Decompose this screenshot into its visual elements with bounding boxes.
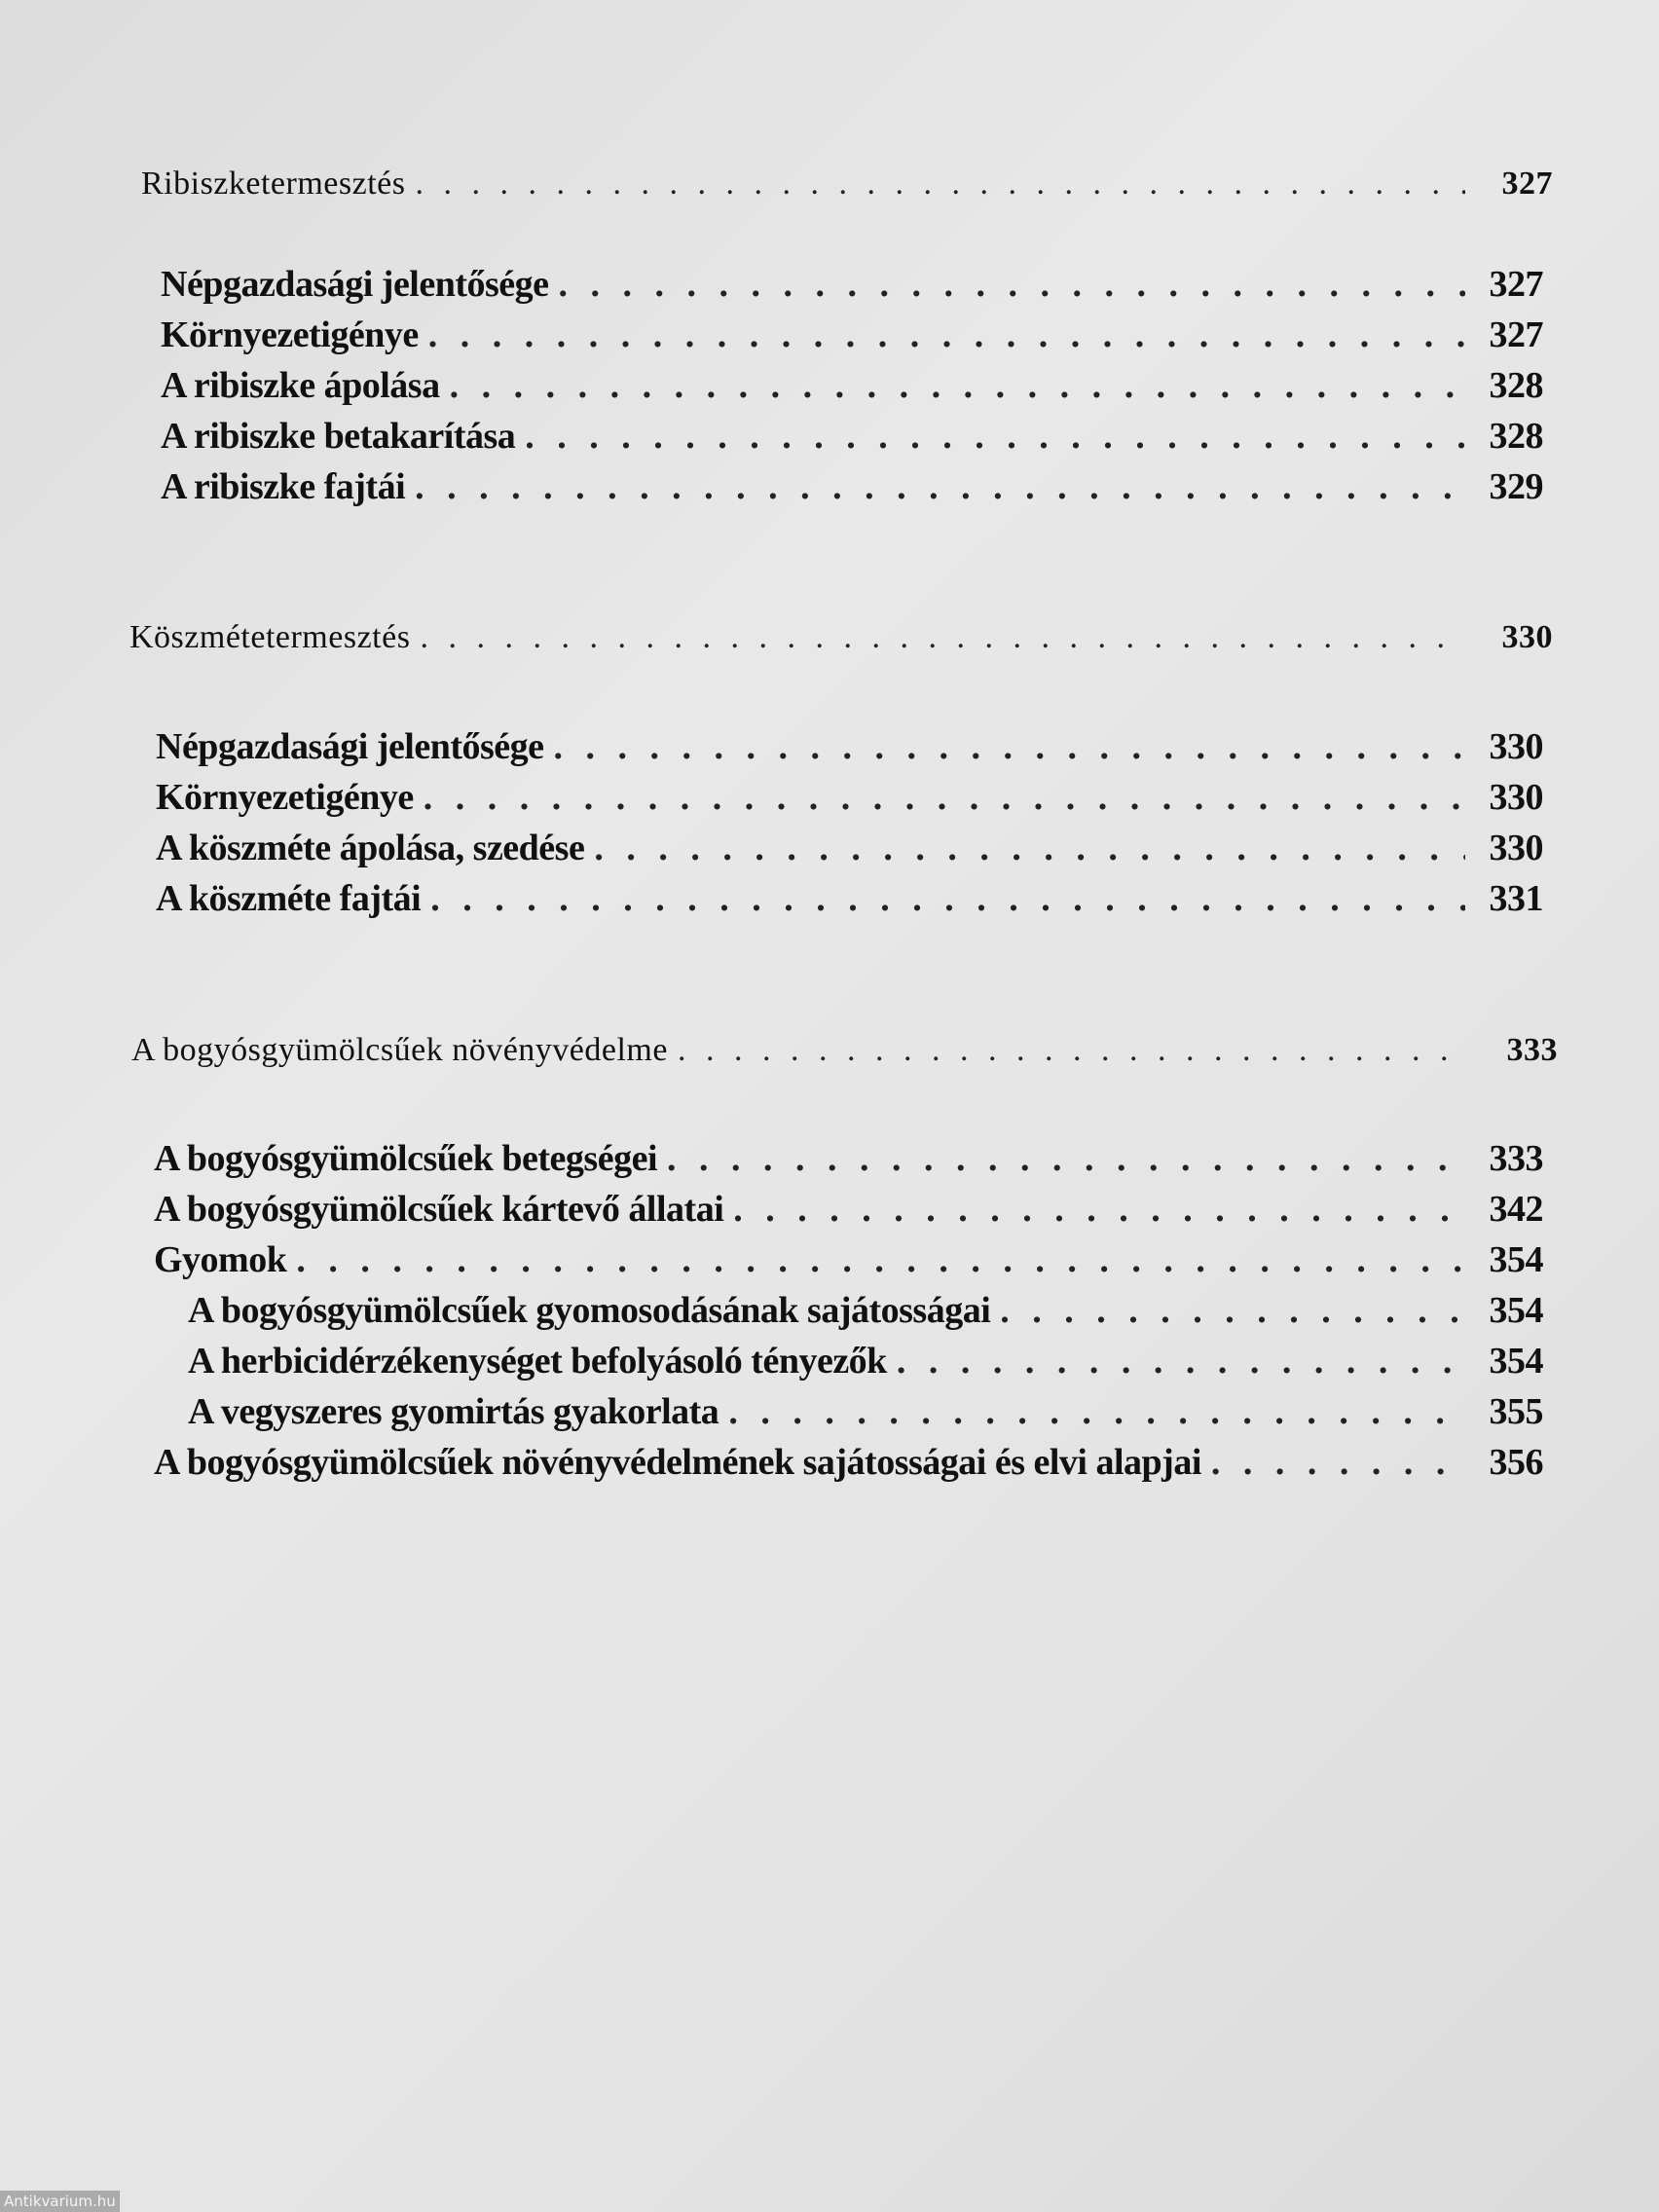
entry-title: A ribiszke ápolása bbox=[161, 365, 440, 406]
chapter-page-number: 327 bbox=[1501, 166, 1553, 202]
entry-title: Gyomok bbox=[154, 1239, 287, 1280]
dot-leader bbox=[554, 725, 1465, 768]
entry-page-number: 354 bbox=[1489, 1290, 1543, 1331]
dot-leader bbox=[428, 313, 1465, 356]
chapter-title: Köszmétetermesztés bbox=[129, 619, 411, 655]
toc-entry-row bbox=[154, 1137, 1543, 1180]
dot-leader bbox=[897, 1340, 1465, 1382]
dot-leader bbox=[559, 263, 1465, 306]
dot-leader bbox=[1211, 1441, 1465, 1484]
dot-leader bbox=[420, 619, 1465, 656]
entry-title: Népgazdasági jelentősége bbox=[161, 264, 549, 305]
dot-leader bbox=[430, 877, 1465, 920]
toc-chapter-row bbox=[141, 166, 1553, 203]
entry-page-number: 355 bbox=[1489, 1391, 1543, 1432]
entry-title: A ribiszke betakarítása bbox=[161, 416, 516, 457]
dot-leader bbox=[728, 1390, 1465, 1433]
entry-title: A bogyósgyümölcsűek gyomosodásának sajátosságai bbox=[188, 1290, 991, 1331]
entry-page-number: 354 bbox=[1489, 1341, 1543, 1382]
dot-leader bbox=[667, 1137, 1465, 1180]
toc-entry-row bbox=[161, 263, 1543, 306]
watermark-label: Antikvarium.hu bbox=[0, 2191, 120, 2212]
entry-title: A herbicidérzékenységet befolyásoló tényezők bbox=[188, 1341, 887, 1382]
toc-entry-row bbox=[188, 1289, 1543, 1332]
dot-leader bbox=[733, 1188, 1465, 1231]
entry-page-number: 327 bbox=[1489, 264, 1543, 305]
toc-entry-row bbox=[161, 465, 1543, 508]
entry-page-number: 330 bbox=[1489, 726, 1543, 767]
entry-title: Környezetigénye bbox=[161, 314, 419, 355]
entry-page-number: 342 bbox=[1489, 1189, 1543, 1230]
entry-page-number: 331 bbox=[1489, 878, 1543, 919]
dot-leader bbox=[1000, 1289, 1465, 1332]
toc-chapter-row bbox=[129, 619, 1553, 656]
toc-entry-row bbox=[154, 1188, 1543, 1231]
entry-page-number: 330 bbox=[1489, 777, 1543, 818]
entry-title: Környezetigénye bbox=[156, 777, 414, 818]
entry-title: A vegyszeres gyomirtás gyakorlata bbox=[188, 1391, 719, 1432]
dot-leader bbox=[415, 166, 1465, 203]
entry-page-number: 330 bbox=[1489, 828, 1543, 868]
entry-page-number: 327 bbox=[1489, 314, 1543, 355]
toc-entry-row bbox=[156, 877, 1543, 920]
entry-title: Népgazdasági jelentősége bbox=[156, 726, 544, 767]
dot-leader bbox=[450, 364, 1465, 407]
toc-entry-row bbox=[188, 1390, 1543, 1433]
dot-leader bbox=[296, 1238, 1465, 1281]
toc-entry-row bbox=[161, 415, 1543, 458]
toc-entry-row bbox=[154, 1441, 1543, 1484]
chapter-page-number: 330 bbox=[1501, 619, 1553, 655]
toc-entry-row bbox=[156, 725, 1543, 768]
dot-leader bbox=[415, 465, 1465, 508]
entry-page-number: 354 bbox=[1489, 1239, 1543, 1280]
dot-leader bbox=[424, 776, 1465, 819]
entry-title: A bogyósgyümölcsűek növényvédelmének sajátosságai és elvi alapjai bbox=[154, 1442, 1201, 1483]
chapter-page-number: 333 bbox=[1506, 1032, 1558, 1068]
toc-entry-row bbox=[156, 827, 1543, 869]
toc-entry-row bbox=[188, 1340, 1543, 1382]
chapter-title: A bogyósgyümölcsűek növényvédelme bbox=[131, 1032, 668, 1068]
toc-entry-row bbox=[154, 1238, 1543, 1281]
toc-entry-row bbox=[156, 776, 1543, 819]
entry-title: A köszméte fajtái bbox=[156, 878, 422, 919]
entry-title: A bogyósgyümölcsűek betegségei bbox=[154, 1138, 657, 1179]
toc-chapter-row bbox=[131, 1032, 1558, 1069]
entry-page-number: 356 bbox=[1489, 1442, 1543, 1483]
toc-entry-row bbox=[161, 313, 1543, 356]
dot-leader bbox=[525, 415, 1465, 458]
toc-entry-row bbox=[161, 364, 1543, 407]
dot-leader bbox=[594, 827, 1465, 869]
entry-page-number: 328 bbox=[1489, 416, 1543, 457]
entry-page-number: 329 bbox=[1489, 466, 1543, 507]
chapter-title: Ribiszketermesztés bbox=[141, 166, 406, 202]
entry-title: A köszméte ápolása, szedése bbox=[156, 828, 585, 868]
entry-title: A bogyósgyümölcsűek kártevő állatai bbox=[154, 1189, 724, 1230]
entry-page-number: 333 bbox=[1489, 1138, 1543, 1179]
dot-leader bbox=[678, 1032, 1470, 1069]
entry-page-number: 328 bbox=[1489, 365, 1543, 406]
entry-title: A ribiszke fajtái bbox=[161, 466, 406, 507]
